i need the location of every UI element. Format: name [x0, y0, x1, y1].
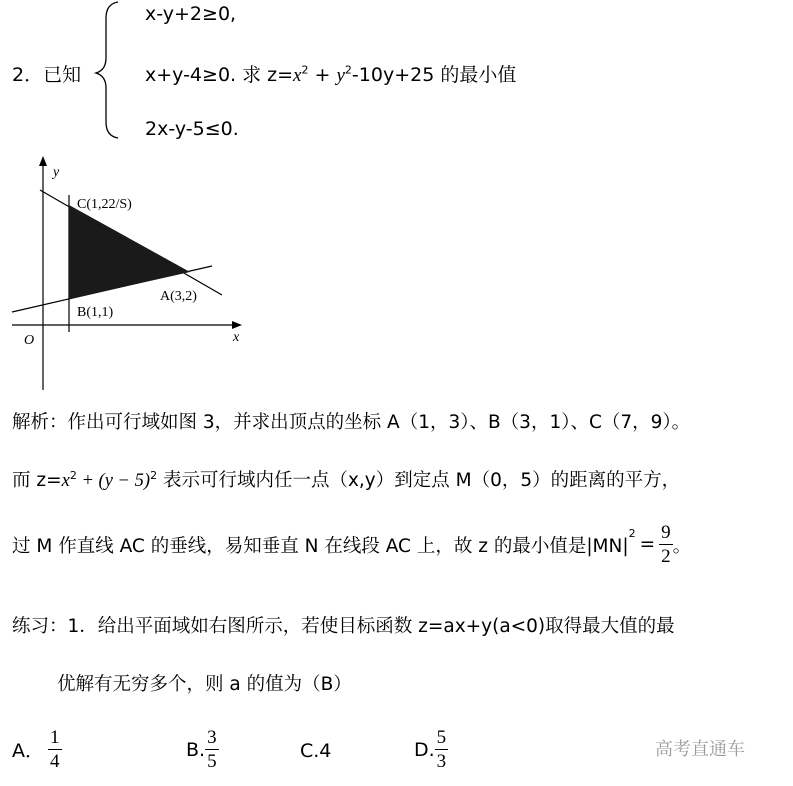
option-b-den: 5	[207, 751, 217, 772]
solution-line-3-end: 。	[672, 535, 692, 557]
origin-label: O	[24, 333, 35, 348]
exercise-line-1: 练习：1．给出平面域如右图所示，若使目标函数 z=ax+y(a<0)取得最大值的最	[12, 616, 675, 637]
option-d-fraction	[435, 728, 449, 771]
solution-expr-x-sup: 2	[69, 468, 77, 482]
solution-line-3	[12, 523, 691, 566]
option-a-den: 4	[50, 751, 60, 772]
option-a-fraction	[48, 728, 62, 771]
problem-number: 2．已知	[12, 64, 82, 86]
constraint-2-text: x+y-4≥0. 求 z=	[145, 64, 294, 86]
option-a-label: A．	[12, 740, 44, 762]
constraint-1: x-y+2≥0,	[145, 3, 237, 25]
expr-y: y	[336, 65, 345, 86]
option-c: C.4	[300, 740, 332, 762]
option-b-num: 3	[207, 727, 217, 748]
solution-line-3-sup: 2	[628, 527, 636, 540]
option-d-label: D.	[414, 738, 435, 761]
axis-y-label: y	[53, 165, 60, 180]
expr-y-sup: 2	[344, 63, 352, 77]
feasible-region	[69, 205, 190, 299]
solution-expr-mid: + (y − 5)	[76, 471, 151, 491]
option-d-den: 3	[436, 751, 447, 772]
expr-plus: +	[308, 64, 337, 86]
option-d	[414, 728, 448, 771]
option-b-label: B.	[186, 738, 206, 761]
solution-line-1: 解析：作出可行域如图 3，并求出顶点的坐标 A（1，3）、B（3，1）、C（7，9）。	[12, 412, 691, 433]
exercise-line-2: 优解有无穷多个，则 a 的值为（B）	[57, 674, 352, 695]
vertex-c-label: C(1,22/S)	[77, 197, 132, 212]
watermark: 高考直通车	[655, 739, 745, 760]
solution-line-2-head: 而 z=	[12, 470, 62, 491]
x-axis-arrow	[232, 321, 242, 329]
option-a-num: 1	[50, 727, 60, 748]
solution-line-2	[12, 466, 680, 492]
solution-line-3-text: 过 M 作直线 AC 的垂线，易知垂直 N 在线段 AC 上，故 z 的最小值是|MN|	[12, 535, 629, 557]
option-a	[12, 728, 62, 771]
option-b-fraction	[205, 728, 219, 771]
solution-line-2-tail: 表示可行域内任一点（x,y）到定点 M（0，5）的距离的平方，	[157, 470, 681, 491]
brace	[92, 0, 122, 140]
vertex-a-label: A(3,2)	[160, 289, 197, 304]
feasible-region-figure	[0, 150, 260, 395]
option-b	[186, 728, 219, 771]
solution-line-3-eq: =	[639, 534, 656, 555]
solution-expr-mid-sup: 2	[150, 468, 158, 482]
min-value-fraction	[659, 523, 673, 566]
y-axis-arrow	[39, 156, 47, 166]
constraint-2-tail: -10y+25 的最小值	[351, 64, 517, 86]
constraint-3: 2x-y-5≤0.	[145, 118, 239, 140]
option-d-num: 5	[436, 727, 447, 748]
expr-x: x	[293, 65, 302, 86]
min-value-denominator: 2	[661, 546, 671, 567]
axis-x-label: x	[233, 330, 240, 345]
min-value-numerator: 9	[661, 522, 671, 543]
constraint-2	[145, 60, 516, 87]
vertex-b-label: B(1,1)	[77, 305, 114, 320]
solution-expr-x: x	[61, 471, 70, 491]
expr-x-sup: 2	[301, 63, 309, 77]
